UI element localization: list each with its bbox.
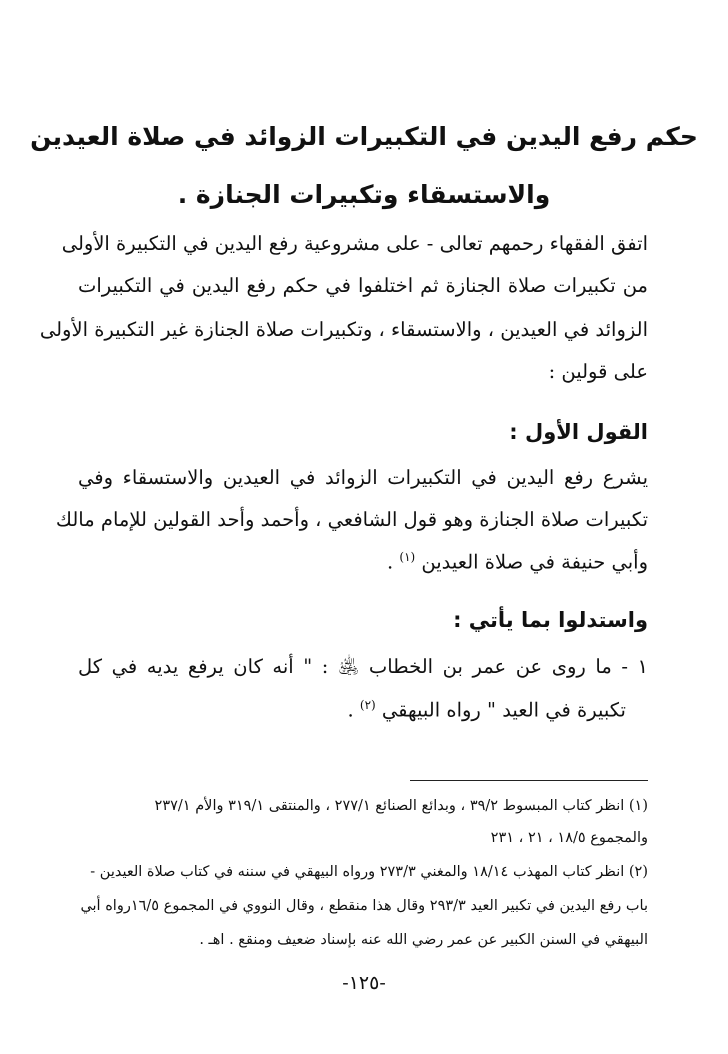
footnote-2-line-1: (٢) انظر كتاب المهذب ١٨/١٤ والمغني ٢٧٣/٣ ورواه البيهقي في سننه في كتاب صلاة العيدين - xyxy=(90,864,648,880)
footnote-separator xyxy=(410,780,648,781)
page-number: -١٢٥- xyxy=(342,972,386,994)
first-opinion-line-3 xyxy=(78,550,648,574)
evidence-line-2-end: . xyxy=(347,698,360,722)
intro-line-1: اتفق الفقهاء رحمهم تعالى - على مشروعية رفع اليدين في التكبيرة الأولى xyxy=(61,232,648,255)
evidence-line-2-text: تكبيرة في العيد " رواه البيهقي xyxy=(381,698,626,722)
first-opinion-line-3-text: وأبي حنيفة في صلاة العيدين xyxy=(421,550,648,574)
footnote-ref-2: (٢) xyxy=(359,698,376,712)
intro-line-3: الزوائد في العيدين ، والاستسقاء ، وتكبيرات صلاة الجنازة غير التكبيرة الأولى xyxy=(39,318,648,341)
footnote-2-line-2: باب رفع اليدين في تكبير العيد ٢٩٣/٣ وقال هذا منقطع ، وقال النووي في المجموع ١٦/٥رواه أبي xyxy=(80,898,648,914)
chapter-title-line-1: حكم رفع اليدين في التكبيرات الزوائد في صلاة العيدين xyxy=(30,122,698,151)
footnote-1-line-1: (١) انظر كتاب المبسوط ٣٩/٢ ، وبدائع الصنائع ٢٧٧/١ ، والمنتقى ٣١٩/١ والأم ٢٣٧/١ xyxy=(154,798,648,814)
first-opinion-line-1: يشرع رفع اليدين في التكبيرات الزوائد في العيدين والاستسقاء وفي xyxy=(78,466,648,489)
chapter-title-line-2: والاستسقاء وتكبيرات الجنازة . xyxy=(177,180,551,209)
first-opinion-line-3-end: . xyxy=(386,550,400,574)
evidence-line-2 xyxy=(78,698,626,722)
evidence-line-1: ١ - ما روى عن عمر بن الخطاب ﵁ : " أنه كان يرفع يديه في كل xyxy=(78,655,648,678)
first-opinion-line-2: تكبيرات صلاة الجنازة وهو قول الشافعي ، وأحمد وأحد القولين للإمام مالك xyxy=(55,508,648,531)
footnote-2-line-3: البيهقي في السنن الكبير عن عمر رضي الله عنه بإسناد ضعيف ومنقع . اهـ . xyxy=(199,932,648,948)
section-heading-first-opinion: القول الأول : xyxy=(509,420,648,444)
intro-line-2: من تكبيرات صلاة الجنازة ثم اختلفوا في حكم رفع اليدين في التكبيرات xyxy=(78,274,648,297)
evidence-heading: واستدلوا بما يأتي : xyxy=(453,608,648,632)
intro-line-4: على قولين : xyxy=(548,360,648,383)
footnote-ref-1: (١) xyxy=(399,550,416,564)
footnote-1-line-2: والمجموع ١٨/٥ ، ٢١ ، ٢٣١ xyxy=(490,830,648,846)
